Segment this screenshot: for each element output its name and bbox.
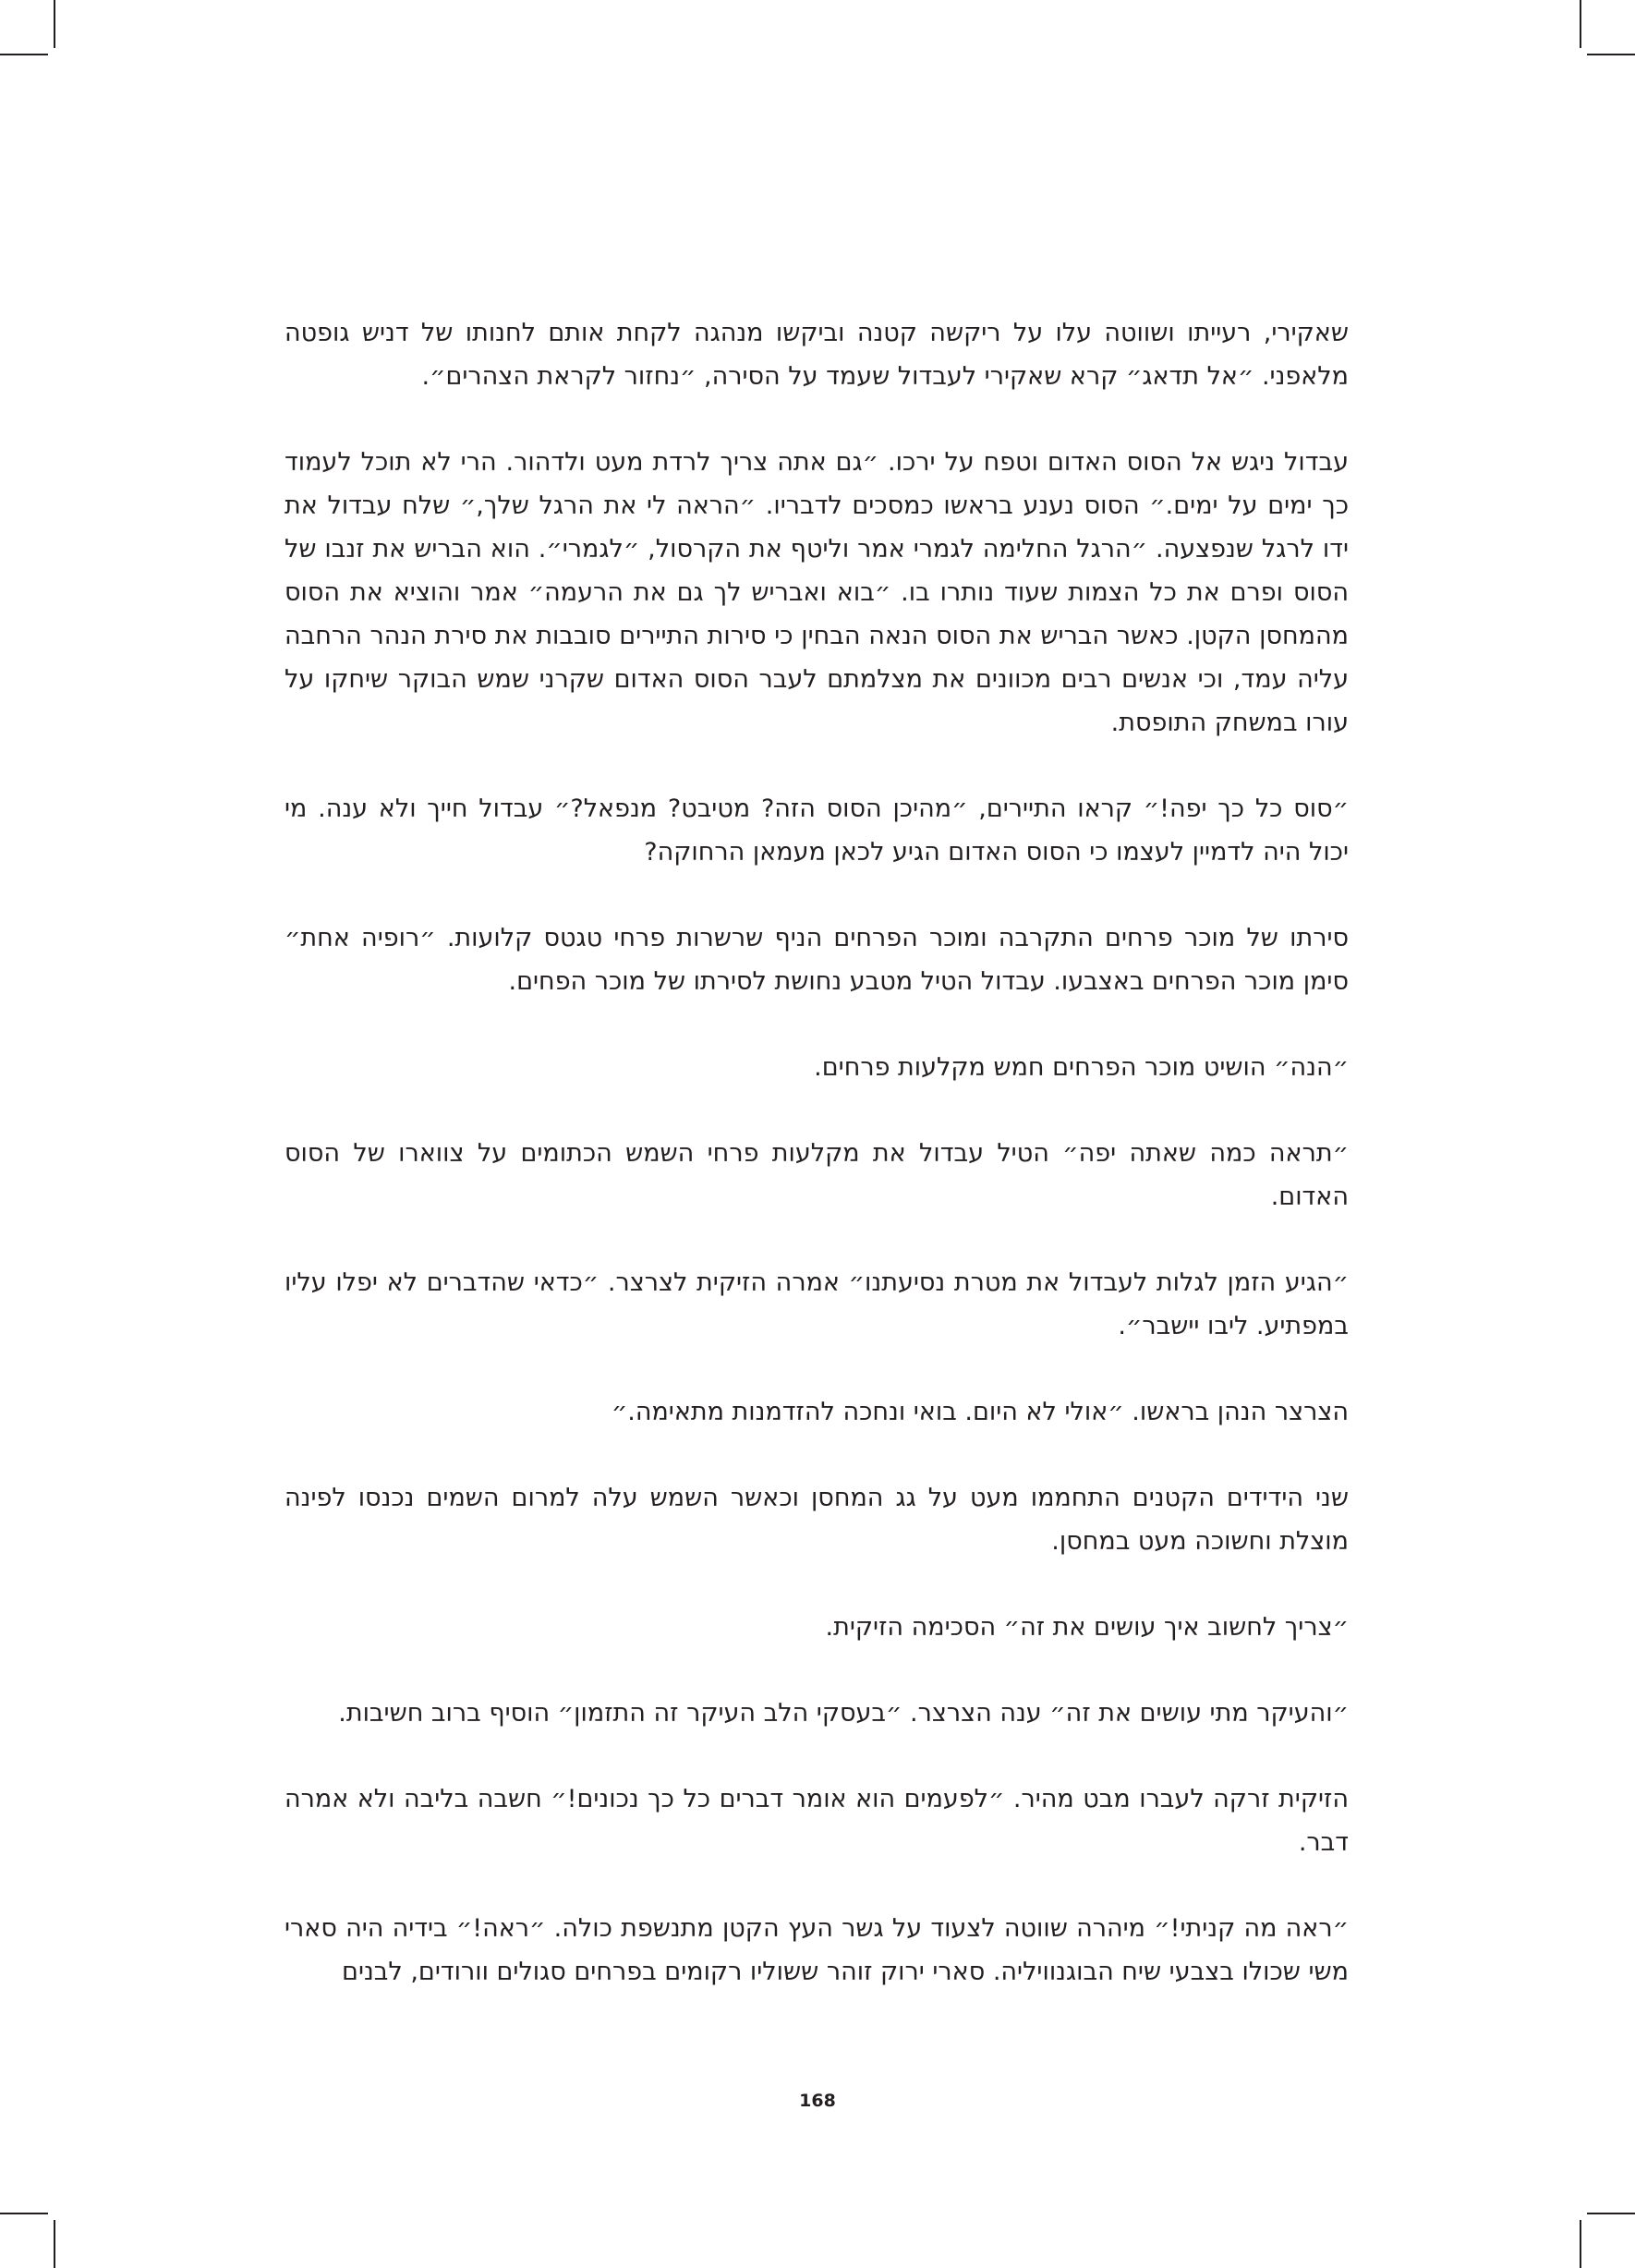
paragraph-3: ״סוס כל כך יפה!״ קראו התיירים, ״מהיכן הסוס הזה? מטיבט? מנפאל?״ עבדול חייך ולא ענה. מי יכול היה לדמיין לעצמו כי הסוס האדום הגיע לכאן מעמאן הרחוקה? [285,794,1349,867]
paragraph-1: שאקירי, רעייתו ושווטה עלו על ריקשה קטנה וביקשו מנהגה לקחת אותם לחנותו של דניש גופטה מלאפני. ״אל תדאג״ קרא שאקירי לעבדול שעמד על הסירה, ״נחזור לקראת הצהרים״. [285,319,1349,391]
crop-mark-bottom-left-vertical [54,2220,55,2268]
crop-mark-top-left-vertical [54,0,55,48]
paragraph-13: ״ראה מה קניתי!״ מיהרה שווטה לצעוד על גשר העץ הקטן מתנשפת כולה. ״ראה!״ בידיה היה סארי משי שכולו בצבעי שיח הבוגנוויליה. סארי ירוק זוהר ששוליו רקומים בפרחים סגולים וורודים, לבנים [285,1914,1349,1986]
paragraph-5: ״הנה״ הושיט מוכר הפרחים חמש מקלעות פרחים. [814,1053,1349,1082]
paragraph-12: הזיקית זרקה לעברו מבט מהיר. ״לפעמים הוא אומר דברים כל כך נכונים!״ חשבה בליבה ולא אמרה דבר. [285,1785,1349,1857]
crop-mark-bottom-right-horizontal [1587,2213,1635,2214]
page-number: 168 [799,2091,836,2111]
crop-mark-top-right-horizontal [1587,54,1635,55]
paragraph-7: ״הגיע הזמן לגלות לעבדול את מטרת נסיעתנו״ אמרה הזיקית לצרצר. ״כדאי שהדברים לא יפלו עליו במפתיע. ליבו יישבר״. [285,1268,1349,1340]
body-text [285,311,1349,2036]
crop-mark-bottom-right-vertical [1580,2220,1581,2268]
paragraph-2: עבדול ניגש אל הסוס האדום וטפח על ירכו. ״גם אתה צריך לרדת מעט ולדהור. הרי לא תוכל לעמוד כך ימים על ימים.״ הסוס נענע בראשו כמסכים לדבריו. ״הראה לי את הרגל שלך,״ שלח עבדול את ידו לרגל שנפצעה. ״הרגל החלימה לגמרי אמר וליטף את הקרסול, ״לגמרי״. הוא הבריש את זנבו של הסוס ופרם את כל הצמות שעוד נותרו בו. ״בוא ואבריש לך גם את הרעמה״ אמר והוציא את הסוס מהמחסן הקטן. כאשר הבריש את הסוס הנאה הבחין כי סירות התיירים סובבות את סירת הנהר הרחבה עליה עמד, וכי אנשים רבים מכוונים את מצלמתם לעבר הסוס האדום שקרני שמש הבוקר שיחקו על עורו במשחק התופסת. [285,448,1349,737]
paragraph-11: ״והעיקר מתי עושים את זה״ ענה הצרצר. ״בעסקי הלב העיקר זה התזמון״ הוסיף ברוב חשיבות. [338,1699,1349,1728]
crop-mark-top-right-vertical [1580,0,1581,48]
crop-mark-top-left-horizontal [0,54,48,55]
paragraph-8: הצרצר הנהן בראשו. ״אולי לא היום. בואי ונחכה להזדמנות מתאימה.״ [611,1398,1349,1426]
paragraph-4: סירתו של מוכר פרחים התקרבה ומוכר הפרחים הניף שרשרות פרחי טגטס קלועות. ״רופיה אחת״ סימן מוכר הפרחים באצבעו. עבדול הטיל מטבע נחושת לסירתו של מוכר הפחים. [285,924,1349,996]
crop-mark-bottom-left-horizontal [0,2213,48,2214]
paragraph-10: ״צריך לחשוב איך עושים את זה״ הסכימה הזיקית. [825,1613,1349,1642]
paragraph-6: ״תראה כמה שאתה יפה״ הטיל עבדול את מקלעות פרחי השמש הכתומים על צווארו של הסוס האדום. [285,1139,1349,1211]
paragraph-9: שני הידידים הקטנים התחממו מעט על גג המחסן וכאשר השמש עלה למרום השמים נכנסו לפינה מוצלת וחשוכה מעט במחסן. [285,1484,1349,1556]
